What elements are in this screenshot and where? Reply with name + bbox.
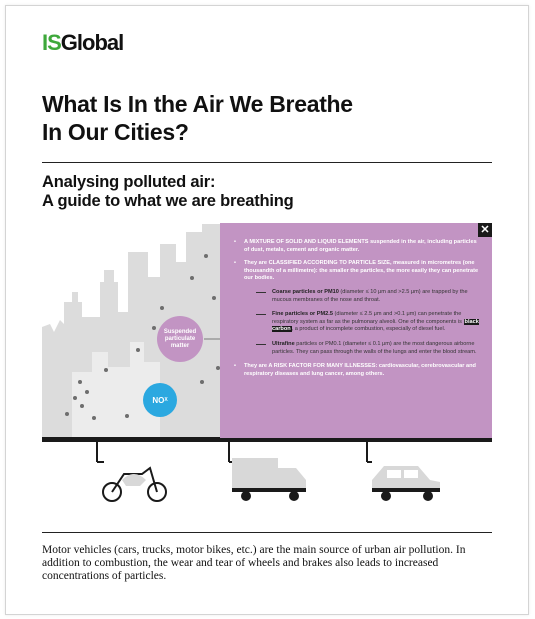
black-carbon-highlight: black carbon: [272, 318, 479, 333]
caption-text: Motor vehicles (cars, trucks, motor bikes, etc.) are the main source of urban air pollution. In addition to combustion, the wear and tear of wheels and brakes also leads to increased concentrations of particles.: [42, 544, 466, 582]
ultrafine-name: Ultrafine: [272, 340, 295, 347]
panel-bullet-mixture: • A MIXTURE OF SOLID AND LIQUID ELEMENTS suspended in the air, including particles of dust, metals, cement and organic matter.: [234, 239, 482, 254]
fine-text-b: , a product of incomplete combustion, especially of diesel fuel.: [291, 326, 446, 333]
title-line-2: In Our Cities?: [42, 119, 189, 145]
car-icon: [372, 466, 440, 501]
title-line-1: What Is In the Air We Breathe: [42, 91, 353, 117]
fine-text-a: (diameter ≤ 2.5 μm and >0.1 μm) can penetrate the respiratory system as far as the pulmonary alveoli. One of the components is: [272, 311, 464, 325]
panel-bullet-risk: • They are A RISK FACTOR FOR MANY ILLNESSES: cardiovascular, cerebrovascular and respiratory diseases and lung cancer, among others.: [234, 363, 482, 378]
info-panel: [220, 223, 492, 438]
fine-particles-item: [234, 311, 482, 334]
dash-icon: [256, 292, 266, 293]
nox-label: NO: [152, 395, 165, 405]
logo-suffix: Global: [60, 30, 124, 55]
fine-name: Fine particles or PM2.5: [272, 311, 333, 318]
nox-subscript: X: [164, 397, 168, 403]
dash-icon: [256, 314, 266, 315]
title-divider: [42, 162, 492, 163]
section-subtitle: [42, 173, 294, 211]
panel-bullet-classified: • They are CLASSIFIED ACCORDING TO PARTICLE SIZE, measured in micrometres (one thousandth of a millimetre): the smaller the particles, the more easily they can penetrate our bodies.: [234, 260, 482, 283]
truck-icon: [232, 458, 306, 501]
particulate-matter-badge[interactable]: [157, 316, 203, 362]
ultrafine-text: particles or PM0.1 (diameter ≤ 0.1 μm) are the most dangerous airborne particles. They can pass through the walls of the lungs and enter the blood stream.: [272, 340, 477, 355]
pm-label-text: Suspended particulate matter: [163, 328, 197, 349]
subtitle-line-2: A guide to what we are breathing: [42, 192, 294, 210]
ultrafine-particles-item: [234, 341, 482, 356]
motorbike-icon: [103, 468, 166, 501]
coarse-name: Coarse particles or PM10: [272, 288, 339, 295]
coarse-particles-item: [234, 289, 482, 304]
dash-icon: [256, 344, 266, 345]
close-icon[interactable]: ✕: [478, 223, 492, 237]
isglobal-logo[interactable]: [42, 30, 123, 56]
coarse-text: (diameter ≤ 10 μm and >2.5 μm) are trapped by the mucous membranes of the nose and throat.: [272, 288, 468, 303]
logo-prefix: IS: [42, 30, 61, 55]
page-title: [42, 90, 482, 146]
subtitle-line-1: Analysing polluted air:: [42, 173, 216, 191]
caption-divider: [42, 532, 492, 533]
nox-badge[interactable]: [143, 383, 177, 417]
